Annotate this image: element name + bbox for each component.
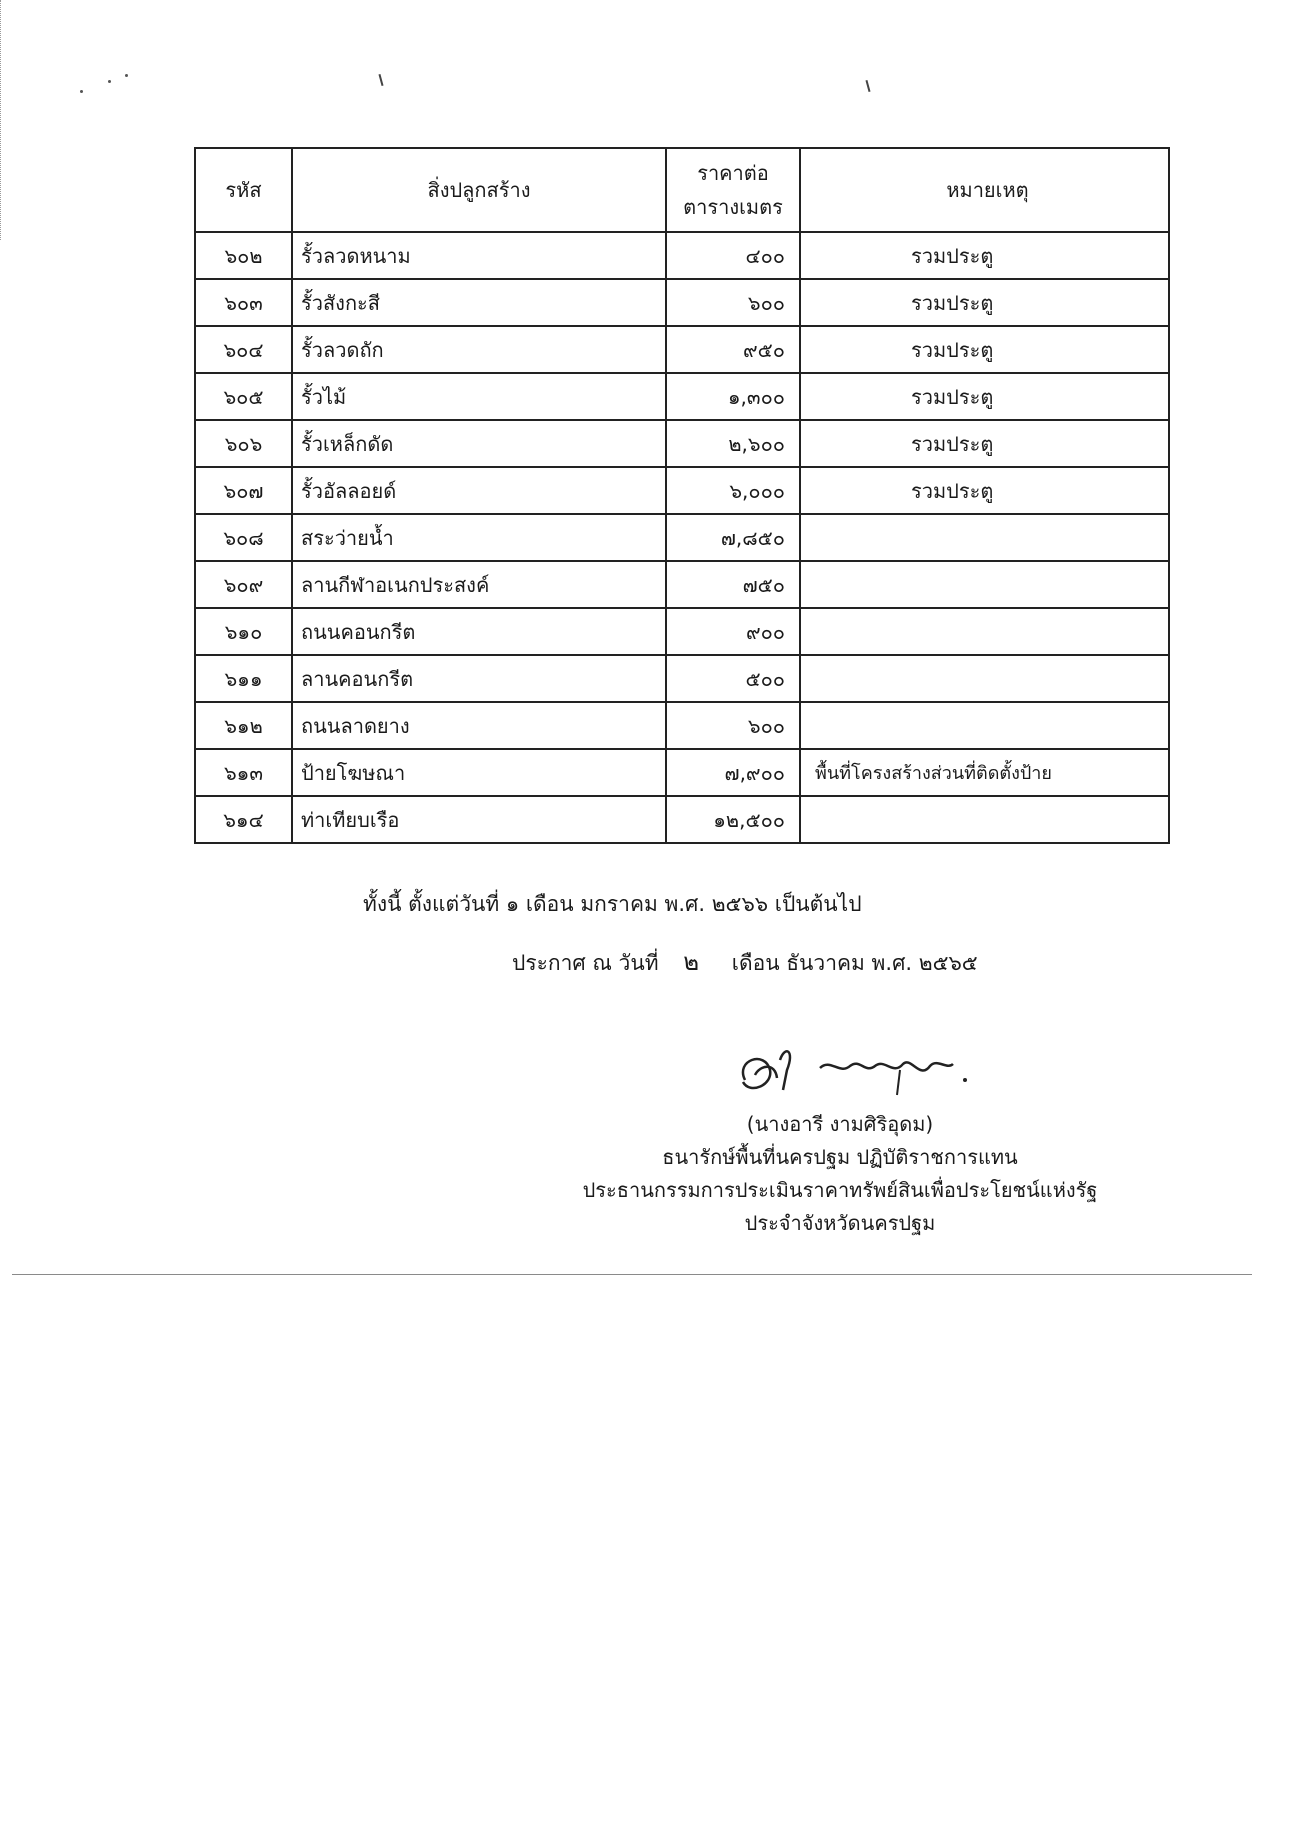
table-row bbox=[195, 655, 1169, 702]
row-price: ๑,๓๐๐ bbox=[666, 373, 800, 420]
row-code: ๖๐๘ bbox=[195, 514, 292, 561]
row-code: ๖๐๕ bbox=[195, 373, 292, 420]
header-code: รหัส bbox=[195, 148, 292, 232]
signer-block bbox=[540, 1108, 1140, 1240]
row-item: รั้วไม้ bbox=[292, 373, 666, 420]
signer-title-1: ธนารักษ์พื้นที่นครปฐม ปฏิบัติราชการแทน bbox=[662, 1145, 1018, 1169]
row-item: ลานกีฬาอเนกประสงค์ bbox=[292, 561, 666, 608]
row-note: พื้นที่โครงสร้างส่วนที่ติดตั้งป้าย bbox=[800, 749, 1169, 796]
row-item: รั้วสังกะสี bbox=[292, 279, 666, 326]
row-note bbox=[800, 514, 1169, 561]
row-item: รั้วลวดถัก bbox=[292, 326, 666, 373]
table-row bbox=[195, 749, 1169, 796]
row-note bbox=[800, 655, 1169, 702]
signer-title-2: ประธานกรรมการประเมินราคาทรัพย์สินเพื่อประโยชน์แห่งรัฐ bbox=[582, 1178, 1098, 1202]
row-price: ๒,๖๐๐ bbox=[666, 420, 800, 467]
signer-title-3: ประจำจังหวัดนครปฐม bbox=[744, 1211, 936, 1235]
signature-image bbox=[725, 1040, 985, 1110]
table-row bbox=[195, 279, 1169, 326]
effective-date-line: ทั้งนี้ ตั้งแต่วันที่ ๑ เดือน มกราคม พ.ศ. ๒๕๖๖ เป็นต้นไป bbox=[363, 892, 862, 916]
table-header-row bbox=[195, 148, 1169, 232]
row-code: ๖๐๖ bbox=[195, 420, 292, 467]
scan-mark bbox=[378, 74, 383, 86]
row-price: ๗,๙๐๐ bbox=[666, 749, 800, 796]
table-row bbox=[195, 467, 1169, 514]
table-row bbox=[195, 326, 1169, 373]
row-item: รั้วเหล็กดัด bbox=[292, 420, 666, 467]
row-price: ๑๒,๕๐๐ bbox=[666, 796, 800, 843]
scan-speck bbox=[80, 90, 83, 93]
row-price: ๙๐๐ bbox=[666, 608, 800, 655]
row-price: ๖๐๐ bbox=[666, 279, 800, 326]
row-item: ลานคอนกรีต bbox=[292, 655, 666, 702]
row-item: รั้วลวดหนาม bbox=[292, 232, 666, 279]
table-row bbox=[195, 702, 1169, 749]
row-note: รวมประตู bbox=[800, 232, 1169, 279]
row-price: ๗,๘๕๐ bbox=[666, 514, 800, 561]
table-row bbox=[195, 561, 1169, 608]
header-price bbox=[666, 148, 800, 232]
row-note bbox=[800, 561, 1169, 608]
scan-speck bbox=[108, 80, 111, 83]
price-table bbox=[194, 147, 1170, 844]
table-row bbox=[195, 608, 1169, 655]
table-row bbox=[195, 232, 1169, 279]
signer-name: (นางอารี งามศิริอุดม) bbox=[746, 1112, 934, 1136]
row-note: รวมประตู bbox=[800, 279, 1169, 326]
row-code: ๖๐๗ bbox=[195, 467, 292, 514]
row-code: ๖๐๒ bbox=[195, 232, 292, 279]
page-divider bbox=[12, 1274, 1252, 1275]
header-price-line1: ราคาต่อ bbox=[697, 161, 769, 185]
row-code: ๖๑๔ bbox=[195, 796, 292, 843]
row-price: ๔๐๐ bbox=[666, 232, 800, 279]
row-code: ๖๑๑ bbox=[195, 655, 292, 702]
row-price: ๖,๐๐๐ bbox=[666, 467, 800, 514]
table-row bbox=[195, 514, 1169, 561]
scan-mark bbox=[865, 80, 870, 92]
row-code: ๖๐๓ bbox=[195, 279, 292, 326]
row-note bbox=[800, 608, 1169, 655]
table-row bbox=[195, 420, 1169, 467]
row-item: รั้วอัลลอยด์ bbox=[292, 467, 666, 514]
row-price: ๙๕๐ bbox=[666, 326, 800, 373]
row-note bbox=[800, 796, 1169, 843]
header-item: สิ่งปลูกสร้าง bbox=[292, 148, 666, 232]
row-note: รวมประตู bbox=[800, 373, 1169, 420]
table-row bbox=[195, 373, 1169, 420]
row-item: ท่าเทียบเรือ bbox=[292, 796, 666, 843]
row-code: ๖๑๐ bbox=[195, 608, 292, 655]
row-code: ๖๐๔ bbox=[195, 326, 292, 373]
row-price: ๖๐๐ bbox=[666, 702, 800, 749]
table-row bbox=[195, 796, 1169, 843]
row-price: ๕๐๐ bbox=[666, 655, 800, 702]
row-code: ๖๑๓ bbox=[195, 749, 292, 796]
header-note: หมายเหตุ bbox=[800, 148, 1169, 232]
row-note bbox=[800, 702, 1169, 749]
announce-day: ๒ bbox=[683, 948, 700, 976]
announce-prefix: ประกาศ ณ วันที่ bbox=[512, 951, 659, 975]
row-note: รวมประตู bbox=[800, 420, 1169, 467]
row-note: รวมประตู bbox=[800, 467, 1169, 514]
row-code: ๖๑๒ bbox=[195, 702, 292, 749]
row-code: ๖๐๙ bbox=[195, 561, 292, 608]
scan-speck bbox=[125, 74, 128, 77]
header-price-line2: ตารางเมตร bbox=[683, 195, 783, 219]
row-item: ถนนคอนกรีต bbox=[292, 608, 666, 655]
row-item: ป้ายโฆษณา bbox=[292, 749, 666, 796]
row-price: ๗๕๐ bbox=[666, 561, 800, 608]
scan-edge bbox=[0, 0, 3, 240]
row-item: ถนนลาดยาง bbox=[292, 702, 666, 749]
announce-suffix: เดือน ธันวาคม พ.ศ. ๒๕๖๕ bbox=[731, 951, 978, 975]
row-note: รวมประตู bbox=[800, 326, 1169, 373]
announce-date-line bbox=[512, 942, 978, 981]
row-item: สระว่ายน้ำ bbox=[292, 514, 666, 561]
